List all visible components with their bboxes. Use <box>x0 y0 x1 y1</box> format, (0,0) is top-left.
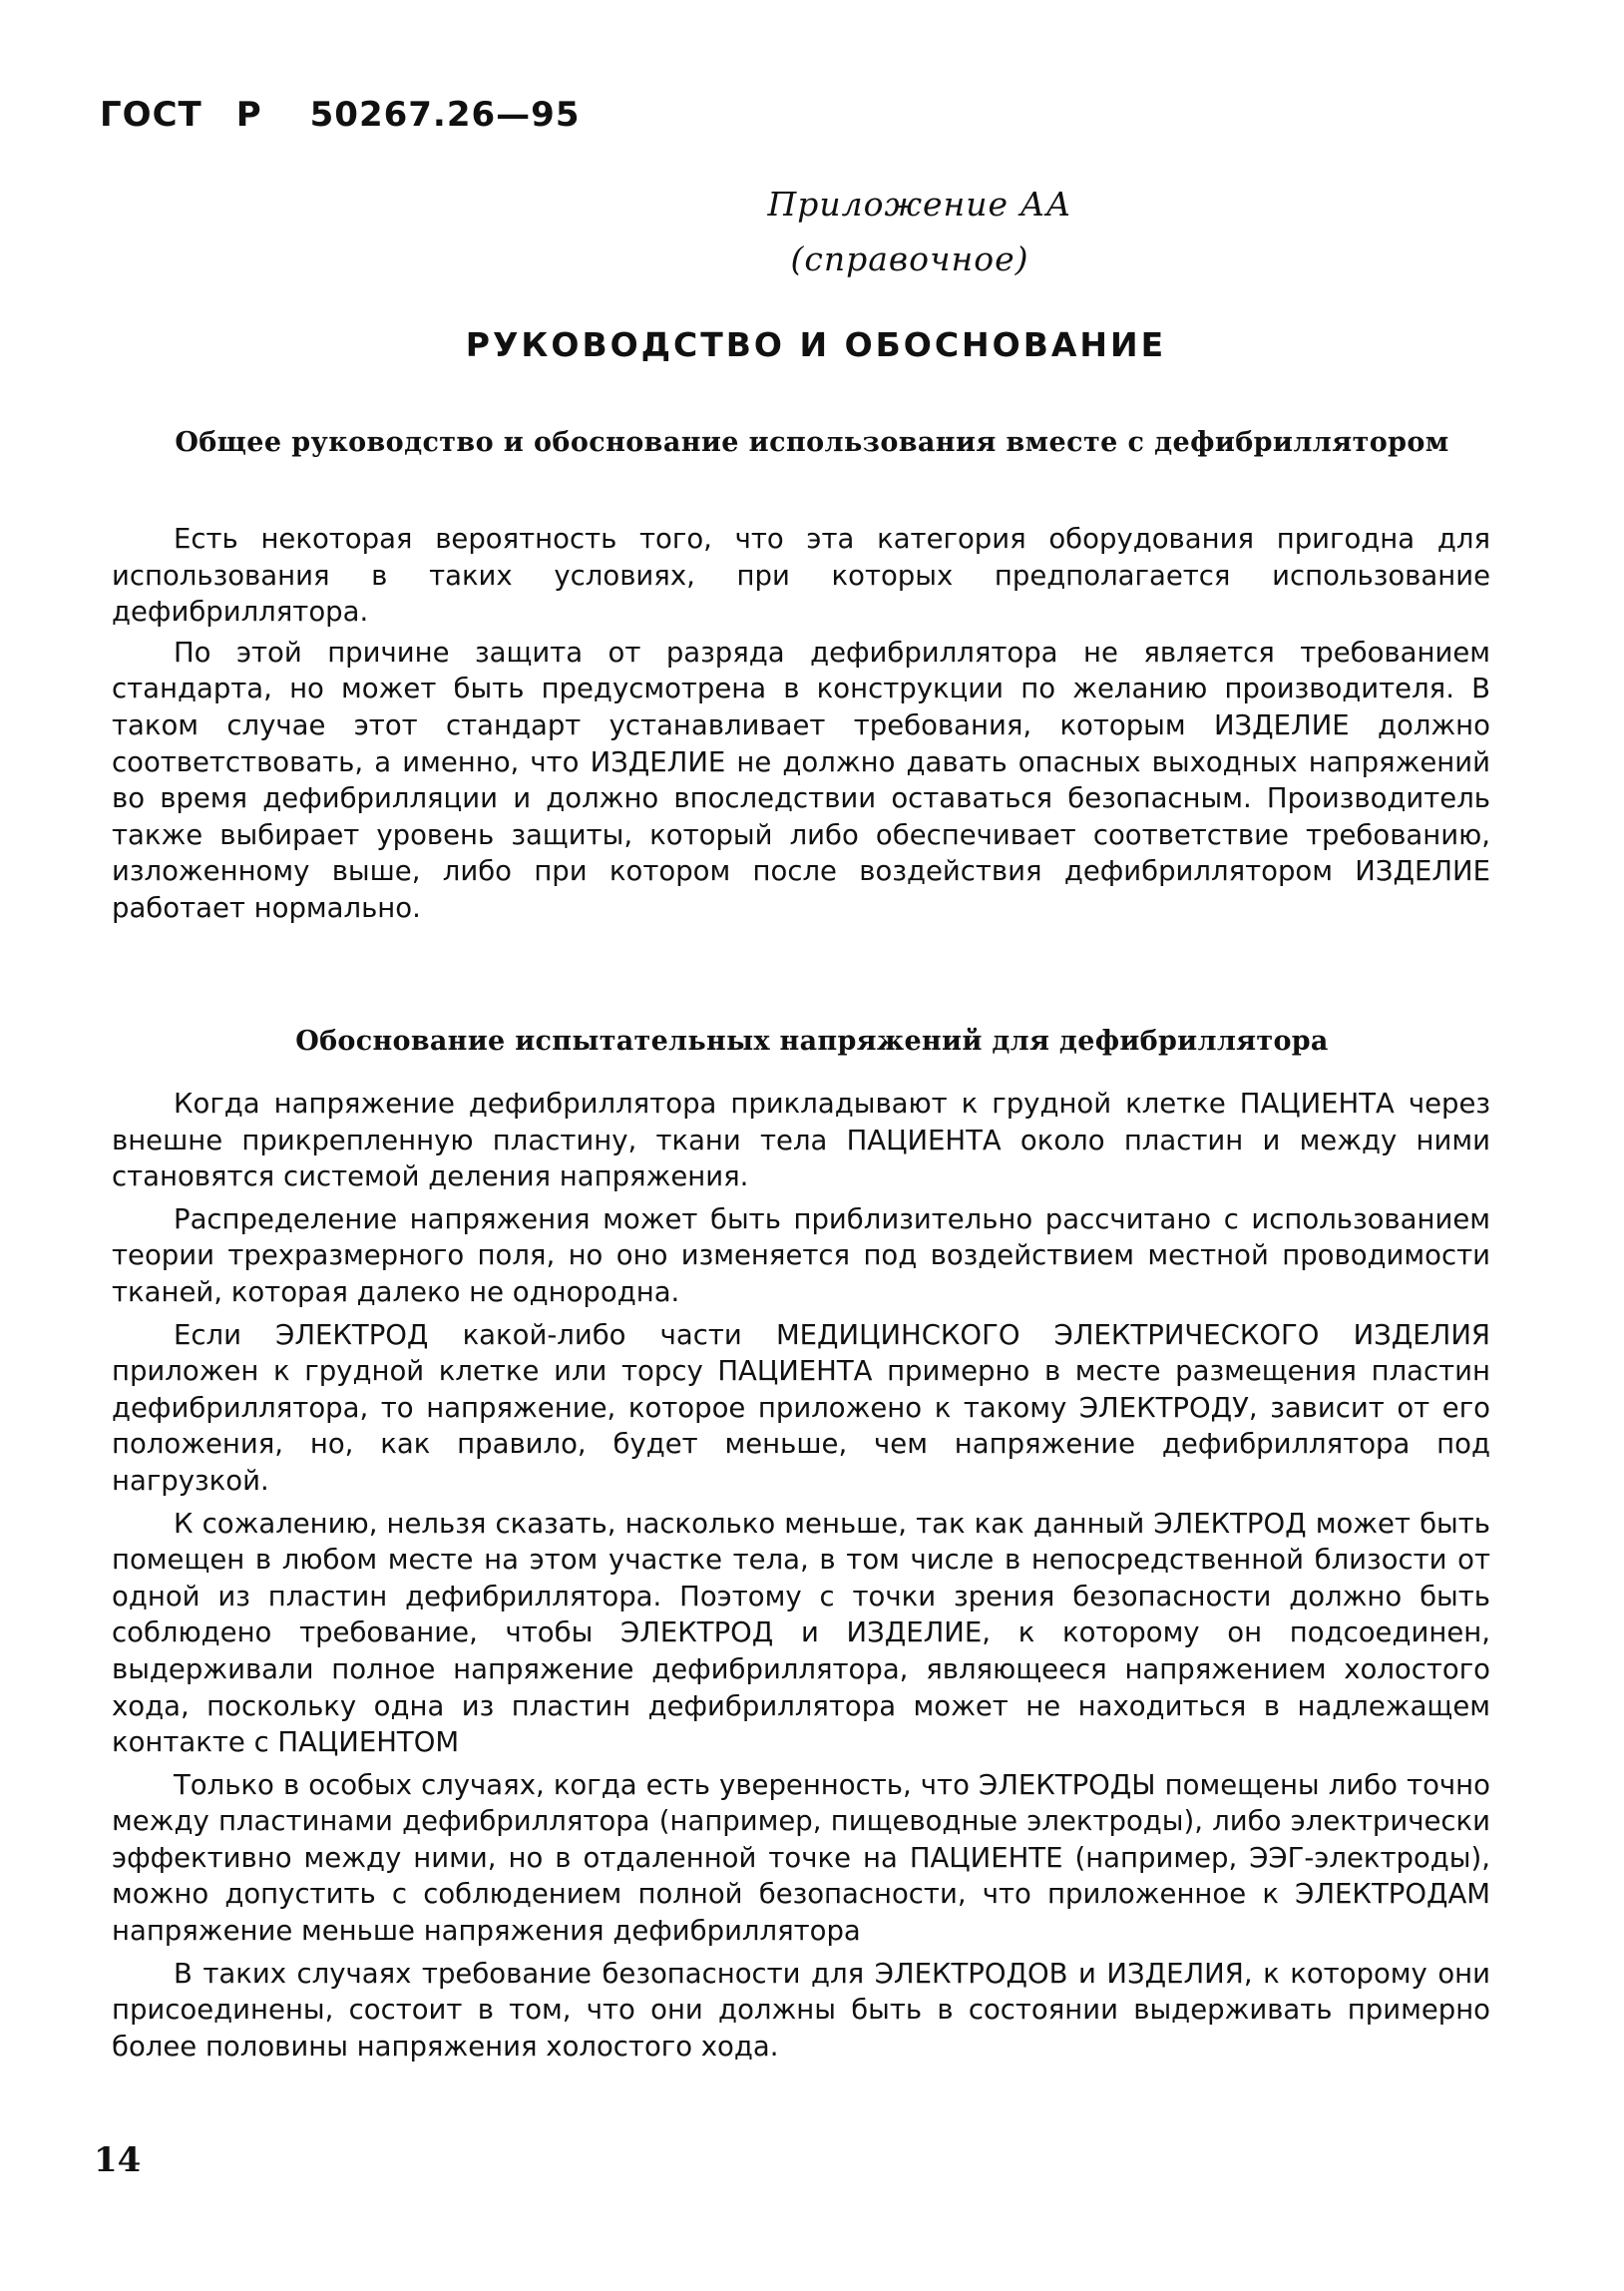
page-number: 14 <box>94 2140 142 2180</box>
appendix-subtitle: (справочное) <box>790 239 1029 278</box>
paragraph: В таких случаях требование безопасности для ЭЛЕКТРОДОВ и ИЗДЕЛИЯ, к которому они присоединены, состоит в том, что они должны быть в состоянии выдерживать примерно более половины напряжения холостого хода. <box>112 1957 1490 2062</box>
paragraph: Распределение напряжения может быть приблизительно рассчитано с использованием теории трехразмерного поля, но оно изменяется под воздействием местной проводимости тканей, которая далеко не однородна. <box>112 1202 1490 1308</box>
standard-label: ГОСТ <box>100 95 203 135</box>
section-heading-test-voltages: Обоснование испытательных напряжений для дефибриллятора <box>295 1026 1329 1057</box>
appendix-title: Приложение АА <box>767 185 1072 224</box>
document-header <box>100 95 580 135</box>
paragraph: К сожалению, нельзя сказать, насколько меньше, так как данный ЭЛЕКТРОД может быть помещен в любом месте на этом участке тела, в том числе в непосредственной близости от одной из пластин дефибриллятора. Поэтому с точки зрения безопасности должно быть соблюдено требование, чтобы ЭЛЕКТРОД и ИЗДЕЛИЕ, к которому он подсоединен, выдерживали полное напряжение дефибриллятора, являющееся напряжением холостого хода, поскольку одна из пластин дефибриллятора может не находиться в надлежащем контакте с ПАЦИЕНТОМ <box>112 1507 1490 1759</box>
standard-letter: Р <box>235 95 262 135</box>
paragraph: Если ЭЛЕКТРОД какой-либо части МЕДИЦИНСКОГО ЭЛЕКТРИЧЕСКОГО ИЗДЕЛИЯ приложен к грудной клетке или торсу ПАЦИЕНТА примерно в месте размещения пластин дефибриллятора, то напряжение, которое приложено к такому ЭЛЕКТРОДУ, зависит от его положения, но, как правило, будет меньше, чем напряжение дефибриллятора под нагрузкой. <box>112 1318 1490 1497</box>
section-general-body <box>112 521 1490 931</box>
paragraph: Только в особых случаях, когда есть уверенность, что ЭЛЕКТРОДЫ помещены либо точно между пластинами дефибриллятора (например, пищеводные электроды), либо электрически эффективно между ними, но в отдаленной точке на ПАЦИЕНТЕ (например, ЭЭГ-электроды), можно допустить с соблюдением полной безопасности, что приложенное к ЭЛЕКТРОДАМ напряжение меньше напряжения дефибриллятора <box>112 1768 1490 1948</box>
paragraph: По этой причине защита от разряда дефибриллятора не является требованием стандарта, но может быть предусмотрена в конструкции по желанию производителя. В таком случае этот стандарт устанавливает требования, которым ИЗДЕЛИЕ должно соответствовать, а именно, что ИЗДЕЛИЕ не должно давать опасных выходных напряжений во время дефибрилляции и должно впоследствии оставаться безопасным. Производитель также выбирает уровень защиты, который либо обеспечивает соответствие требованию, изложенному выше, либо при котором после воздействия дефибриллятором ИЗДЕЛИЕ работает нормально. <box>112 636 1490 924</box>
page-title: РУКОВОДСТВО И ОБОСНОВАНИЕ <box>465 325 1167 364</box>
paragraph: Когда напряжение дефибриллятора прикладывают к грудной клетке ПАЦИЕНТА через внешне прикрепленную пластину, ткани тела ПАЦИЕНТА около пластин и между ними становятся системой деления напряжения. <box>112 1088 1490 1193</box>
paragraph: Есть некоторая вероятность того, что эта категория оборудования пригодна для использования в таких условиях, при которых предполагается использование дефибриллятора. <box>112 523 1490 629</box>
section-test-voltages-body <box>112 1086 1490 2070</box>
section-heading-general: Общее руководство и обоснование использования вместе с дефибриллятором <box>175 427 1449 458</box>
standard-number: 50267.26—95 <box>309 95 581 135</box>
